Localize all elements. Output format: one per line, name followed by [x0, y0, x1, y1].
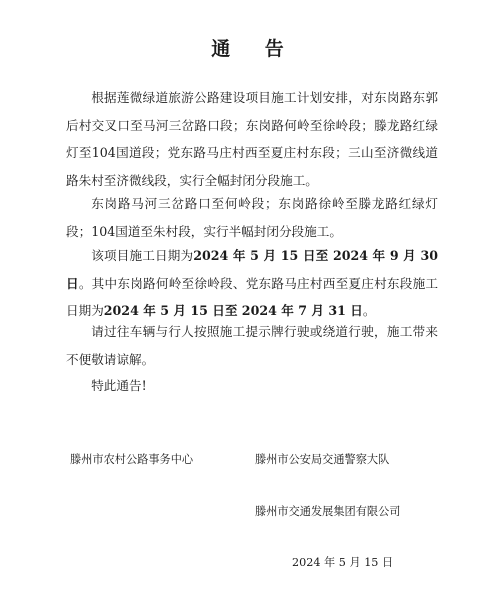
- paragraph-construction-dates: [66, 242, 438, 325]
- signatory-traffic-police: 滕州市公安局交通警察大队: [255, 453, 390, 466]
- dates-text-2: 。其中东岗路何岭至徐岭段、党东路马庄村西至夏庄村东段施工日期为: [66, 275, 439, 318]
- dates-range-2: 2024 年 5 月 15 日至 2024 年 7 月 31 日: [103, 303, 363, 318]
- dates-text-3: 。: [362, 303, 376, 318]
- dates-text-1: 该项目施工日期为: [91, 248, 194, 263]
- paragraph-full-closure: 根据莲微绿道旅游公路建设项目施工计划安排，对东岗路东郭后村交叉口至马河三岔路口段；东岗路何岭至徐岭段；滕龙路红绿灯至104国道段；党东路马庄村西至夏庄村东段；三山至济微线道路朱村至济微线段，实行全幅封闭分段施工。: [66, 90, 438, 188]
- notice-date: 2024 年 5 月 15 日: [292, 556, 394, 569]
- paragraph-detour-request: 请过往车辆与行人按照施工提示牌行驶或绕道行驶，施工带来不便敬请谅解。: [66, 324, 438, 367]
- signatory-transport-group: 滕州市交通发展集团有限公司: [255, 505, 401, 518]
- paragraph-half-closure: 东岗路马河三岔路口至何岭段；东岗路徐岭至滕龙路红绿灯段；104国道至朱村段，实行半幅封闭分段施工。: [66, 196, 438, 239]
- signatory-rural-road-center: 滕州市农村公路事务中心: [70, 453, 194, 466]
- dates-range-1: 2024 年 5 月 15 日至 2024 年 9 月 30 日: [66, 248, 438, 291]
- notice-title: 通 告: [211, 38, 298, 60]
- paragraph-closing: 特此通告!: [91, 378, 147, 393]
